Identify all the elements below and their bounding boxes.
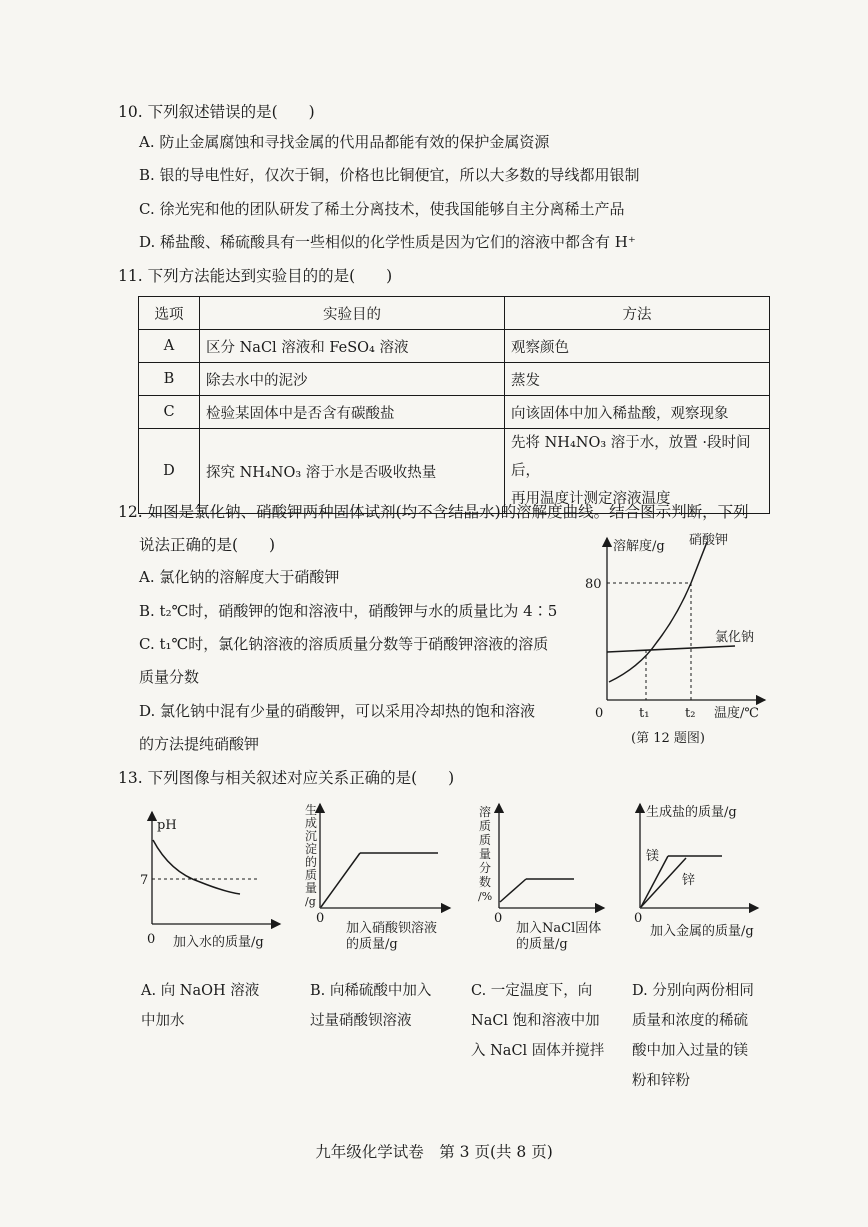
x-tick-t2: t₂ bbox=[685, 706, 696, 721]
origin-label: 0 bbox=[634, 911, 643, 926]
table-header-option: 选项 bbox=[139, 297, 200, 330]
kno3-label: 硝酸钾 bbox=[689, 533, 729, 548]
q13-caption-c: C. 一定温度下，向 NaCl 饱和溶液中加入 NaCl 固体并搅拌 bbox=[471, 983, 605, 1059]
y-label-char: 沉 bbox=[305, 829, 318, 843]
q12-stem-line2: 说法正确的是( ) bbox=[139, 536, 276, 554]
kno3-curve bbox=[609, 542, 707, 682]
q12-option-d-cont: 的方法提纯硝酸钾 bbox=[139, 735, 260, 753]
q10-option-d: D. 稀盐酸、稀硫酸具有一些相似的化学性质是因为它们的溶液中都含有 H⁺ bbox=[139, 233, 636, 251]
table-header-row bbox=[139, 297, 770, 330]
mg-label: 镁 bbox=[646, 849, 660, 864]
q12-option-c-cont: 质量分数 bbox=[139, 668, 200, 686]
y-label-char: 淀 bbox=[305, 842, 318, 856]
figure-caption: (第 12 题图) bbox=[631, 731, 705, 746]
q12-option-a: A. 氯化钠的溶解度大于硝酸钾 bbox=[139, 568, 340, 586]
y-label-char: 溶 bbox=[479, 805, 492, 819]
q11-table bbox=[138, 296, 770, 514]
x-axis-label-line2: 的质量/g bbox=[346, 937, 398, 952]
q10-option-a: A. 防止金属腐蚀和寻找金属的代用品都能有效的保护金属资源 bbox=[139, 133, 550, 151]
nacl-curve bbox=[607, 646, 735, 652]
q13-caption-d: D. 分别向两份相同质量和浓度的稀硫酸中加入过量的镁粉和锌粉 bbox=[632, 983, 754, 1089]
q10-stem: 10. 下列叙述错误的是( ) bbox=[118, 103, 315, 121]
y-axis-label: 溶解度/g bbox=[613, 539, 665, 554]
origin-label: 0 bbox=[316, 911, 325, 926]
table-cell-goal: 探究 NH₄NO₃ 溶于水是否吸收热量 bbox=[200, 429, 505, 514]
x-axis-label: 温度/℃ bbox=[714, 706, 759, 721]
zn-label: 锌 bbox=[682, 873, 696, 888]
table-row bbox=[139, 396, 770, 429]
q10-option-b: B. 银的导电性好，仅次于铜，价格也比铜便宜，所以大多数的导线都用银制 bbox=[139, 166, 640, 184]
graph-a bbox=[140, 802, 290, 952]
nacl-label: 氯化钠 bbox=[715, 630, 755, 645]
graph-b bbox=[300, 800, 455, 960]
table-cell-method: 蒸发 bbox=[505, 363, 770, 396]
y-label-char: 质 bbox=[305, 868, 318, 882]
x-axis-label-line1: 加入NaCl固体 bbox=[516, 921, 602, 936]
table-cell-goal: 除去水中的泥沙 bbox=[200, 363, 505, 396]
fraction-rise bbox=[500, 879, 526, 902]
method-line-2: 再用温度计测定溶液温度 bbox=[511, 491, 671, 507]
y-label-char: 量 bbox=[479, 847, 492, 861]
table-header-method: 方法 bbox=[505, 297, 770, 330]
y-label-char: /g bbox=[305, 895, 316, 908]
origin-label: 0 bbox=[494, 911, 503, 926]
q12-option-c: C. t₁℃时，氯化钠溶液的溶质质量分数等于硝酸钾溶液的溶质 bbox=[139, 635, 549, 653]
table-cell-option: A bbox=[139, 330, 200, 363]
q13-stem: 13. 下列图像与相关叙述对应关系正确的是( ) bbox=[118, 769, 455, 787]
y-label-char: 质 bbox=[479, 833, 492, 847]
table-cell-method: 观察颜色 bbox=[505, 330, 770, 363]
y-label-char: 分 bbox=[479, 861, 492, 875]
q13-caption-b: B. 向稀硫酸中加入过量硝酸钡溶液 bbox=[310, 983, 432, 1029]
y-axis-label: pH bbox=[157, 818, 177, 833]
q12-option-b: B. t₂℃时，硝酸钾的饱和溶液中，硝酸钾与水的质量比为 4∶5 bbox=[139, 602, 558, 620]
table-cell-goal: 检验某固体中是否含有碳酸盐 bbox=[200, 396, 505, 429]
y-label-char: 的 bbox=[305, 855, 318, 869]
x-axis-label: 加入水的质量/g bbox=[173, 935, 264, 950]
y-label-char: /% bbox=[478, 890, 493, 903]
y-label-char: 量 bbox=[305, 881, 318, 895]
q12-stem-line1: 12. 如图是氯化钠、硝酸钾两种固体试剂(均不含结晶水)的溶解度曲线。结合图示判断，下列 bbox=[118, 503, 749, 521]
origin-label: 0 bbox=[147, 932, 156, 947]
graph-d bbox=[630, 800, 775, 945]
table-cell-option: D bbox=[139, 429, 200, 514]
table-cell-option: C bbox=[139, 396, 200, 429]
y-label-char: 数 bbox=[479, 875, 492, 889]
table-header-goal: 实验目的 bbox=[200, 297, 505, 330]
page-footer: 九年级化学试卷 第 3 页(共 8 页) bbox=[315, 1143, 553, 1161]
table-row bbox=[139, 330, 770, 363]
origin-label: 0 bbox=[595, 706, 604, 721]
x-axis-label-line2: 的质量/g bbox=[516, 937, 568, 952]
table-row bbox=[139, 363, 770, 396]
y-label-char: 成 bbox=[305, 816, 318, 830]
y-tick-80: 80 bbox=[585, 577, 602, 592]
x-tick-t1: t₁ bbox=[639, 706, 650, 721]
table-cell-option: B bbox=[139, 363, 200, 396]
q13-caption-a: A. 向 NaOH 溶液中加水 bbox=[141, 983, 260, 1029]
y-label-char: 质 bbox=[479, 819, 492, 833]
table-cell-method: 向该固体中加入稀盐酸，观察现象 bbox=[505, 396, 770, 429]
q12-option-d: D. 氯化钠中混有少量的硝酸钾，可以采用冷却热的饱和溶液 bbox=[139, 702, 536, 720]
ph-curve bbox=[153, 840, 240, 894]
x-axis-label: 加入金属的质量/g bbox=[650, 924, 754, 939]
y-tick-7: 7 bbox=[140, 873, 149, 888]
method-line-1: 先将 NH₄NO₃ 溶于水，放置 ·段时间后， bbox=[511, 435, 751, 479]
y-label-char: 生 bbox=[305, 803, 318, 817]
graph-c bbox=[474, 800, 614, 960]
y-axis-label: 生成盐的质量/g bbox=[646, 805, 737, 820]
q10-option-c: C. 徐光宪和他的团队研发了稀土分离技术，使我国能够自主分离稀土产品 bbox=[139, 200, 625, 218]
q11-stem: 11. 下列方法能达到实验目的的是( ) bbox=[118, 267, 393, 285]
precipitate-rise bbox=[321, 853, 360, 907]
x-axis-label-line1: 加入硝酸钡溶液 bbox=[346, 921, 438, 936]
table-cell-goal: 区分 NaCl 溶液和 FeSO₄ 溶液 bbox=[200, 330, 505, 363]
solubility-curve-figure bbox=[585, 530, 775, 755]
